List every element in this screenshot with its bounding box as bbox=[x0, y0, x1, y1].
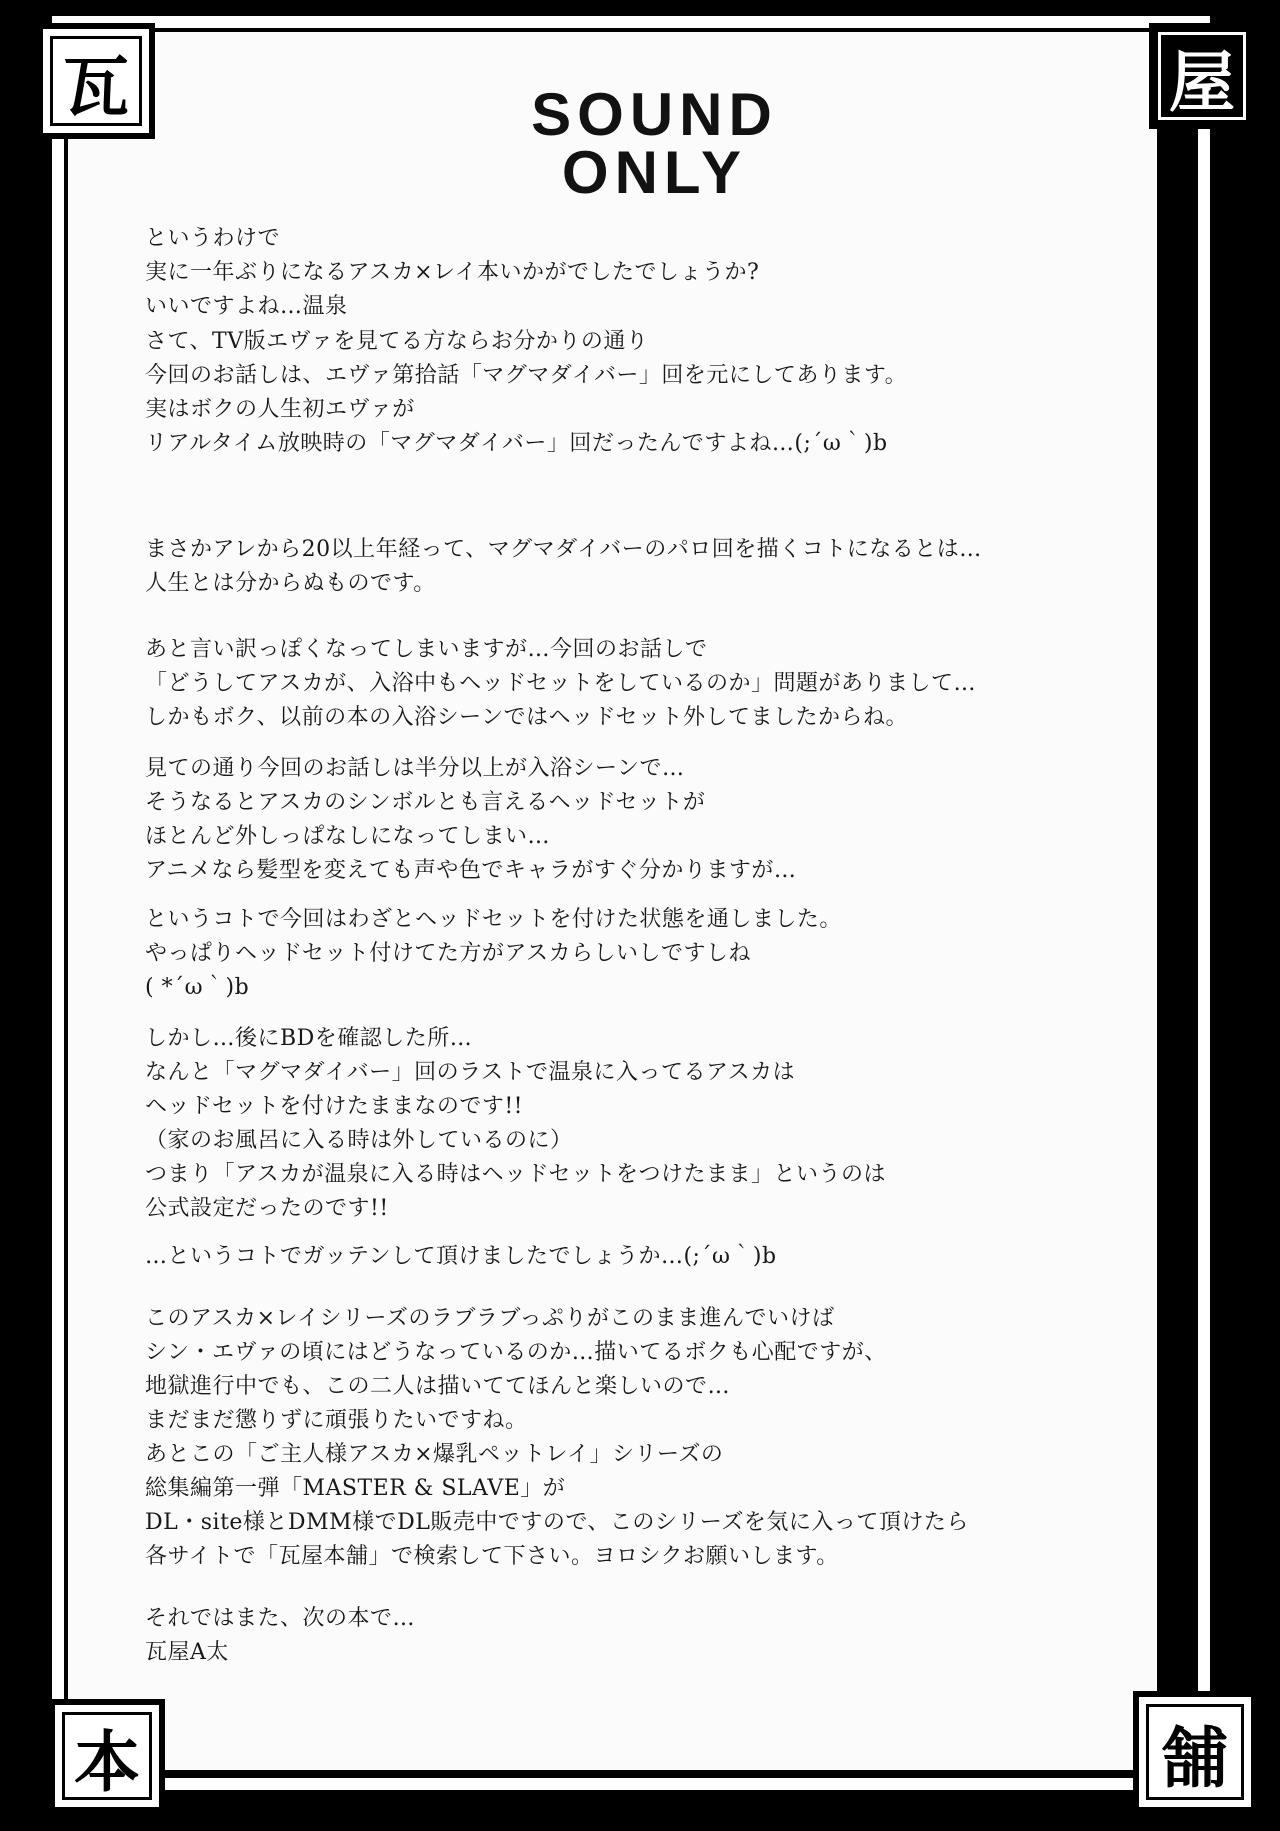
corner-stamp-ya: 屋 bbox=[1158, 32, 1246, 120]
text-line: DL・site様とDMM様でDL販売中ですので、このシリーズを気に入って頂けたら bbox=[145, 1510, 969, 1535]
text-line: やっぱりヘッドセット付けてた方がアスカらしいしですしね bbox=[145, 941, 751, 966]
text-line: それではまた、次の本で… bbox=[145, 1606, 416, 1631]
text-line: あと言い訳っぽくなってしまいますが…今回のお話しで bbox=[145, 637, 708, 662]
text-line: そうなるとアスカのシンボルとも言えるヘッドセットが bbox=[145, 790, 706, 815]
text-line: さて、TV版エヴァを見てる方ならお分かりの通り bbox=[145, 329, 649, 354]
paragraph-gatten bbox=[145, 1240, 1125, 1274]
text-line: ヘッドセットを付けたままなのです!! bbox=[145, 1094, 524, 1119]
paragraph-excuse bbox=[145, 633, 1125, 735]
text-line: このアスカ×レイシリーズのラブラブっぷりがこのまま進んでいけば bbox=[145, 1306, 835, 1331]
text-line: 今回のお話しは、エヴァ第拾話「マグマダイバー」回を元にしてあります。 bbox=[145, 363, 908, 388]
text-line: 総集編第一弾「MASTER & SLAVE」が bbox=[145, 1476, 566, 1501]
text-line: アニメなら髪型を変えても声や色でキャラがすぐ分かりますが… bbox=[145, 858, 797, 883]
text-line: というコトで今回はわざとヘッドセットを付けた状態を通しました。 bbox=[145, 907, 842, 932]
text-line: 各サイトで「瓦屋本舗」で検索して下さい。ヨロシクお願いします。 bbox=[145, 1544, 839, 1569]
title-line-2: ONLY bbox=[561, 139, 748, 206]
text-line: つまり「アスカが温泉に入る時はヘッドセットをつけたまま」というのは bbox=[145, 1162, 886, 1187]
text-line: ほとんど外しっぱなしになってしまい… bbox=[145, 824, 551, 849]
page-title bbox=[110, 81, 1199, 206]
text-line: 実はボクの人生初エヴァが bbox=[145, 397, 415, 422]
text-line: リアルタイム放映時の「マグマダイバー」回だったんですよね…(;´ω｀)b bbox=[145, 431, 888, 456]
text-line: というわけで bbox=[145, 226, 281, 251]
paragraph-intro bbox=[145, 222, 1125, 324]
paragraph-series-future bbox=[145, 1302, 1125, 1438]
text-line: なんと「マグマダイバー」回のラストで温泉に入ってるアスカは bbox=[145, 1060, 796, 1085]
text-line: まだまだ懲りずに頑張りたいですね。 bbox=[145, 1408, 528, 1433]
text-line: 実に一年ぶりになるアスカ×レイ本いかがでしたでしょうか? bbox=[145, 260, 760, 285]
text-line: （家のお風呂に入る時は外しているのに） bbox=[145, 1128, 573, 1153]
text-line: 公式設定だったのです!! bbox=[145, 1196, 389, 1221]
paragraph-promotion bbox=[145, 1438, 1125, 1574]
text-line: シン・エヴァの頃にはどうなっているのか…描いてるボクも心配ですが、 bbox=[145, 1340, 887, 1365]
text-line: いいですよね…温泉 bbox=[145, 294, 348, 319]
corner-stamp-hon: 本 bbox=[62, 1712, 152, 1800]
paragraph-signoff bbox=[145, 1602, 1125, 1670]
paragraph-bd-check bbox=[145, 1022, 1125, 1226]
text-line: あとこの「ご主人様アスカ×爆乳ペットレイ」シリーズの bbox=[145, 1442, 724, 1467]
corner-stamp-po: 舗 bbox=[1146, 1704, 1244, 1800]
title-line-1: SOUND bbox=[531, 81, 778, 148]
paragraph-20-years bbox=[145, 533, 1125, 601]
text-line: しかし…後にBDを確認した所… bbox=[145, 1026, 473, 1051]
text-line: 地獄進行中でも、この二人は描いててほんと楽しいので… bbox=[145, 1374, 731, 1399]
text-line: …というコトでガッテンして頂けましたでしょうか…(;´ω｀)b bbox=[145, 1244, 777, 1269]
paragraph-tv-eva bbox=[145, 325, 1125, 461]
paragraph-headset-kept bbox=[145, 903, 1125, 1005]
corner-stamp-kawara: 瓦 bbox=[50, 36, 142, 126]
text-line: しかもボク、以前の本の入浴シーンではヘッドセット外してましたからね。 bbox=[145, 705, 909, 730]
text-line: 「どうしてアスカが、入浴中もヘッドセットをしているのか」問題がありまして… bbox=[145, 671, 976, 696]
paragraph-bath-scene bbox=[145, 752, 1125, 888]
text-line: まさかアレから20以上年経って、マグマダイバーのパロ回を描くコトになるとは… bbox=[145, 537, 982, 562]
text-line: 人生とは分からぬものです。 bbox=[145, 571, 436, 596]
text-line: 見ての通り今回のお話しは半分以上が入浴シーンで… bbox=[145, 756, 685, 781]
author-signature: 瓦屋A太 bbox=[145, 1640, 229, 1665]
text-line: ( *´ω｀)b bbox=[145, 975, 250, 1000]
